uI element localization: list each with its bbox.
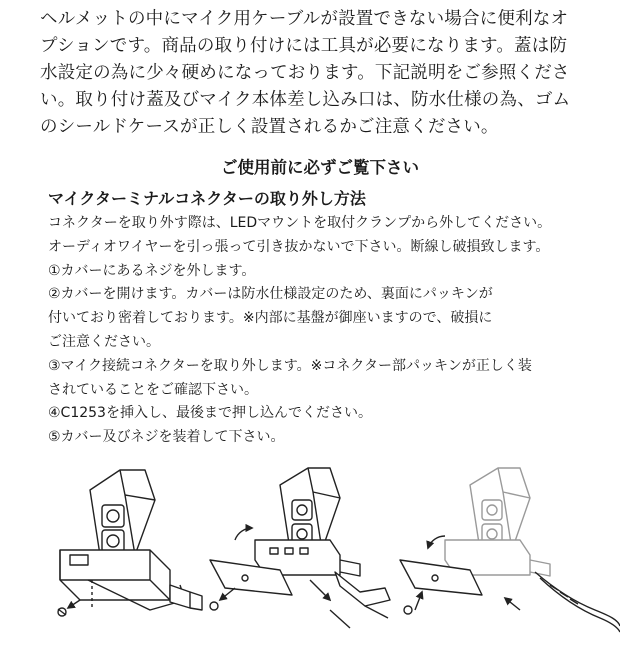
notice-heading: ご使用前に必ずご覧下さい bbox=[221, 158, 419, 177]
step-line: 付いており密着しております。※内部に基盤が御座いますので、破損に bbox=[48, 310, 493, 327]
intro-line: ヘルメットの中にマイク用ケーブルが設置できない場合に便利なオ bbox=[40, 9, 569, 29]
step-line: されていることをご確認下さい。 bbox=[48, 381, 258, 398]
illustrations bbox=[30, 460, 620, 650]
step-line: オーディオワイヤーを引っ張って引き抜かないで下さい。断線し破損致します。 bbox=[48, 238, 550, 255]
opened-cover-connector-removed-icon bbox=[210, 468, 390, 628]
intro-line: のシールドケースが正しく設置されるかご注意ください。 bbox=[40, 117, 499, 137]
instruction-steps bbox=[48, 212, 623, 450]
intro-line: 水設定の為に少々硬めになっております。下記説明をご参照くださ bbox=[40, 63, 570, 83]
step-line: ①カバーにあるネジを外します。 bbox=[48, 262, 256, 279]
step-line: ⑤カバー及びネジを装着して下さい。 bbox=[48, 429, 285, 446]
step-line: ③マイク接続コネクターを取り外します。※コネクター部パッキンが正しく装 bbox=[48, 357, 532, 374]
intro-line: プションです。商品の取り付けには工具が必要になります。蓋は防 bbox=[40, 36, 568, 56]
section-title: マイクターミナルコネクターの取り外し方法 bbox=[48, 189, 366, 208]
step-line: ②カバーを開けます。カバーは防水仕様設定のため、裏面にパッキンが bbox=[48, 286, 493, 303]
intro-text bbox=[40, 6, 620, 141]
closed-mount-with-cover-icon bbox=[58, 470, 202, 616]
illustration-svg bbox=[30, 460, 620, 650]
new-connector-inserted-icon bbox=[445, 468, 550, 576]
intro-line: い。取り付け蓋及びマイク本体差し込み口は、防水仕様の為、ゴム bbox=[40, 90, 571, 110]
step-line: ご注意ください。 bbox=[48, 333, 160, 350]
step-line: コネクターを取り外す際は、LEDマウントを取付クランプから外してください。 bbox=[48, 215, 552, 231]
step-line: ④C1253を挿入し、最後まで押し込んでください。 bbox=[48, 405, 372, 422]
